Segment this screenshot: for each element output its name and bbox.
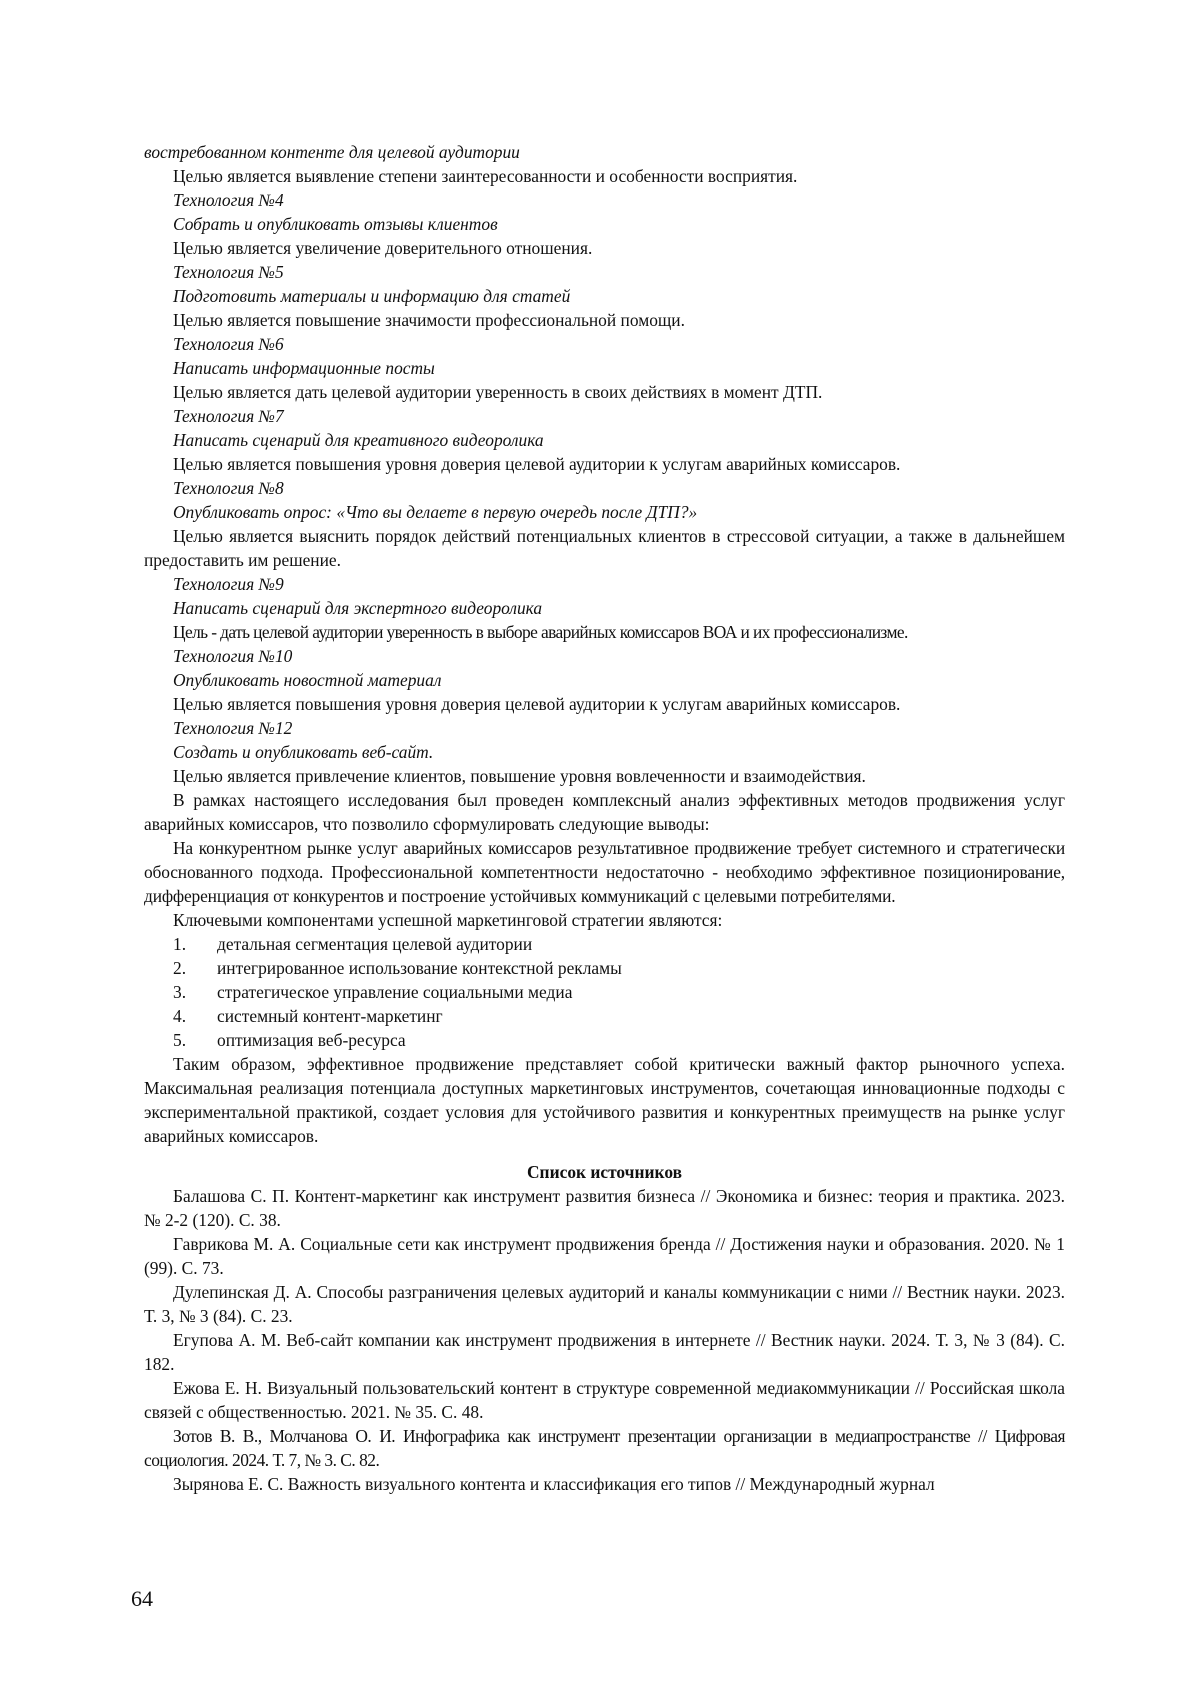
list-text: системный контент-маркетинг [217, 1006, 443, 1026]
technology-title: Написать информационные посты [173, 358, 435, 378]
list-number: 3. [173, 982, 187, 1002]
conclusion-paragraph-3: Таким образом, эффективное продвижение представляет собой критически важный фактор рыночного успеха. Максимальная реализация потенциала доступных маркетинговых инструментов, сочетающая инновационные подходы с экспериментальной практикой, создает условия для устойчивого развития и конкурентных преимуществ на рынке услуг аварийных комиссаров. [144, 1054, 1065, 1146]
reference-item: Дулепинская Д. А. Способы разграничения целевых аудиторий и каналы коммуникации с ними // Вестник науки. 2023. Т. 3, № 3 (84). С. 23. [144, 1282, 1065, 1326]
page-number: 64 [131, 1586, 153, 1611]
technology-heading: Технология №10 [173, 646, 293, 666]
list-text: детальная сегментация целевой аудитории [217, 934, 533, 954]
list-item [144, 932, 1065, 956]
reference-item: Зырянова Е. С. Важность визуального контента и классификация его типов // Международный журнал [173, 1474, 935, 1494]
technology-title: Создать и опубликовать веб-сайт. [173, 742, 434, 762]
technology-goal: Целью является повышение значимости профессиональной помощи. [173, 310, 685, 330]
list-item [144, 956, 1065, 980]
list-number: 1. [173, 934, 187, 954]
technology-heading: Технология №6 [173, 334, 284, 354]
technology-heading: Технология №9 [173, 574, 284, 594]
technology-heading: Технология №4 [173, 190, 284, 210]
text-line: востребованном контенте для целевой аудитории [144, 142, 520, 162]
list-text: оптимизация веб-ресурса [217, 1030, 406, 1050]
technology-heading: Технология №5 [173, 262, 284, 282]
technology-title: Опубликовать опрос: «Что вы делаете в первую очередь после ДТП?» [173, 502, 698, 522]
list-text: интегрированное использование контекстной рекламы [217, 958, 622, 978]
text-line: Целью является выявление степени заинтересованности и особенности восприятия. [173, 166, 798, 186]
technology-goal: Целью является привлечение клиентов, повышение уровня вовлеченности и взаимодействия. [173, 766, 866, 786]
page-body [144, 140, 1065, 1496]
list-item [144, 1028, 1065, 1052]
technology-heading: Технология №12 [173, 718, 293, 738]
sources-heading: Список источников [527, 1162, 682, 1182]
reference-item: Ежова Е. Н. Визуальный пользовательский контент в структуре современной медиакоммуникации // Российская школа связей с общественностью. 2021. № 35. С. 48. [144, 1378, 1065, 1422]
list-text: стратегическое управление социальными медиа [217, 982, 573, 1002]
technology-title: Собрать и опубликовать отзывы клиентов [173, 214, 498, 234]
list-item [144, 1004, 1065, 1028]
reference-item: Зотов В. В., Молчанова О. И. Инфографика как инструмент презентации организации в медиапространстве // Цифровая социология. 2024. Т. 7, № 3. С. 82. [144, 1426, 1065, 1470]
technology-goal: Целью является повышения уровня доверия целевой аудитории к услугам аварийных комиссаров. [173, 694, 901, 714]
conclusion-paragraph-2: На конкурентном рынке услуг аварийных комиссаров результативное продвижение требует системного и стратегически обоснованного подхода. Профессиональной компетентности недостаточно - необходимо эффективное позиционирование, дифференциация от конкурентов и построение устойчивых коммуникаций с целевыми потребителями. [144, 838, 1065, 906]
reference-item: Егупова А. М. Веб-сайт компании как инструмент продвижения в интернете // Вестник науки. 2024. Т. 3, № 3 (84). С. 182. [144, 1330, 1065, 1374]
reference-item: Балашова С. П. Контент-маркетинг как инструмент развития бизнеса // Экономика и бизнес: теория и практика. 2023. № 2-2 (120). С. 38. [144, 1186, 1065, 1230]
technology-goal: Целью является выяснить порядок действий потенциальных клиентов в стрессовой ситуации, а также в дальнейшем предоставить им решение. [144, 526, 1065, 570]
technology-heading: Технология №8 [173, 478, 284, 498]
conclusion-paragraph-1: В рамках настоящего исследования был проведен комплексный анализ эффективных методов продвижения услуг аварийных комиссаров, что позволило сформулировать следующие выводы: [144, 790, 1065, 834]
list-number: 4. [173, 1006, 187, 1026]
technology-title: Опубликовать новостной материал [173, 670, 442, 690]
technology-goal: Целью является увеличение доверительного отношения. [173, 238, 593, 258]
technology-title: Подготовить материалы и информацию для статей [173, 286, 571, 306]
technology-goal: Целью является дать целевой аудитории уверенность в своих действиях в момент ДТП. [173, 382, 823, 402]
references-list [144, 1184, 1065, 1496]
technology-title: Написать сценарий для креативного видеоролика [173, 430, 544, 450]
reference-item: Гаврикова М. А. Социальные сети как инструмент продвижения бренда // Достижения науки и образования. 2020. № 1 (99). С. 73. [144, 1234, 1065, 1278]
list-intro: Ключевыми компонентами успешной маркетинговой стратегии являются: [173, 910, 723, 930]
technology-heading: Технология №7 [173, 406, 284, 426]
technology-title: Написать сценарий для экспертного видеоролика [173, 598, 543, 618]
list-number: 5. [173, 1030, 187, 1050]
list-item [144, 980, 1065, 1004]
technology-goal: Целью является повышения уровня доверия целевой аудитории к услугам аварийных комиссаров. [173, 454, 901, 474]
technology-goal: Цель - дать целевой аудитории уверенность в выборе аварийных комиссаров ВОА и их профессионализме. [173, 622, 908, 642]
components-list [144, 932, 1065, 1052]
list-number: 2. [173, 958, 187, 978]
technology-goal-paragraph [144, 524, 1065, 572]
